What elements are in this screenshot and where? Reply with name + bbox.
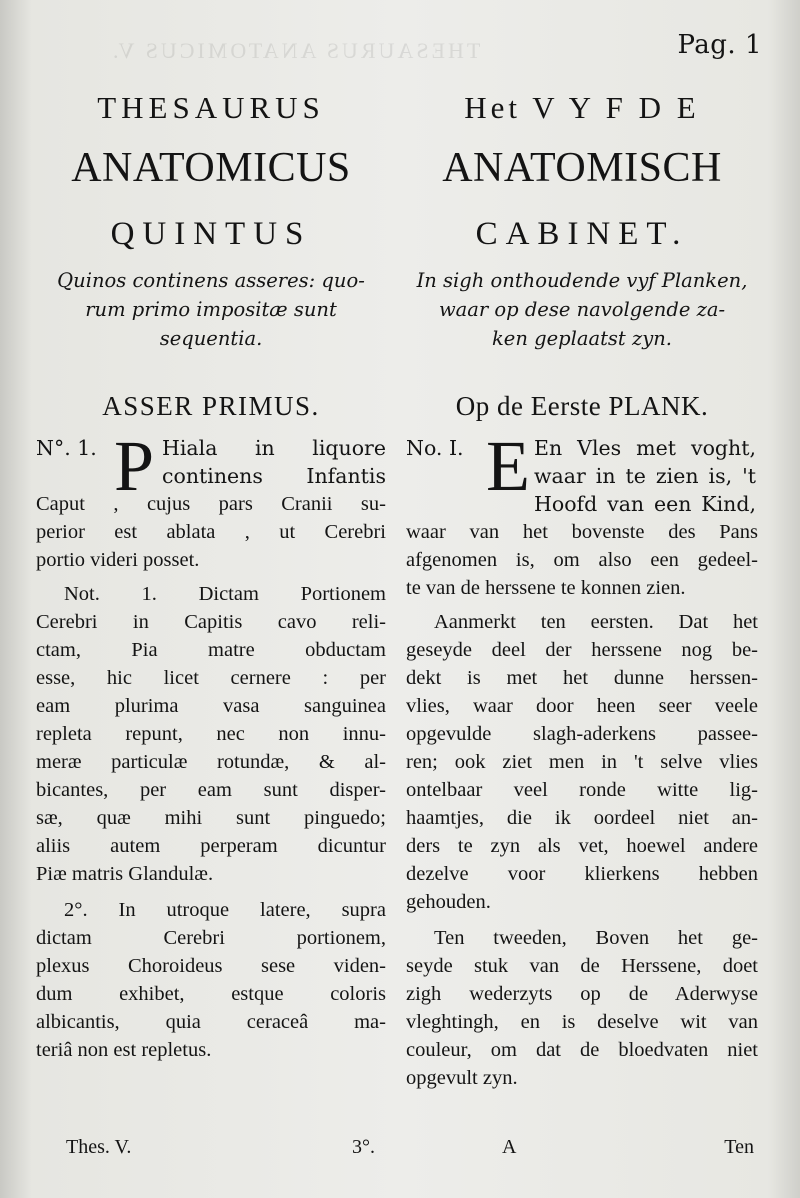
latin-subtitle-line: rum primo impositæ sunt	[85, 298, 337, 321]
text-line: 2°. In utroque latere, supra	[64, 899, 386, 921]
dutch-entry-number: No. I.	[406, 436, 464, 460]
text-line: ren; ook ziet men in 't selve vlies	[406, 751, 758, 773]
latin-section-heading: ASSER PRIMUS.	[102, 391, 320, 421]
footer-signature: Thes. V.	[66, 1136, 132, 1158]
text-line: ctam, Pia matre obductam	[36, 639, 386, 661]
dutch-drop-line: waar in te zien is, 't	[534, 464, 756, 488]
latin-title-line-1: THESAURUS	[97, 90, 325, 125]
latin-entry-number: N°. 1.	[36, 436, 97, 460]
text-line: ontelbaar veel ronde witte lig-	[406, 779, 758, 801]
text-line: dezelve voor klierkens hebben	[406, 863, 758, 885]
text-line: esse, hic licet cernere : per	[36, 667, 386, 689]
dutch-entry-opening	[406, 426, 758, 518]
text-line: afgenomen is, om also een gedeel-	[406, 549, 758, 571]
text-line: opgevult zyn.	[406, 1067, 518, 1089]
text-line: dum exhibet, estque coloris	[36, 983, 386, 1005]
text-line: vlies, waar door heen seer veele	[406, 695, 758, 717]
text-line: haamtjes, die ik oordeel niet an-	[406, 807, 758, 829]
dutch-title-line-2: ANATOMISCH	[442, 145, 722, 191]
dutch-subtitle-line: waar op dese navolgende za-	[438, 298, 726, 321]
text-line: gehouden.	[406, 891, 491, 913]
text-line: Aanmerkt ten eersten. Dat het	[434, 611, 758, 633]
text-line: plexus Choroideus sese viden-	[36, 955, 386, 977]
dutch-title-line-3: CABINET.	[475, 216, 689, 252]
dutch-drop-cap: E	[486, 426, 530, 506]
dutch-paragraph-1	[406, 518, 758, 602]
text-line: Cerebri in Capitis cavo reli-	[36, 611, 386, 633]
text-line: couleur, om dat de bloedvaten niet	[406, 1039, 758, 1061]
text-line: portio videri posset.	[36, 549, 200, 571]
footer-catchword-right: Ten	[724, 1136, 754, 1158]
latin-title-line-2: ANATOMICUS	[71, 145, 351, 191]
dutch-section-heading: Op de Eerste PLANK.	[455, 391, 709, 421]
text-line: zigh wederzyts op de Aderwyse	[406, 983, 758, 1005]
dutch-subtitle-line: ken geplaatst zyn.	[491, 327, 673, 350]
latin-entry-opening	[36, 426, 386, 518]
dutch-paragraph-3	[406, 924, 758, 1092]
dutch-column	[406, 82, 758, 1092]
text-line: Not. 1. Dictam Portionem	[64, 583, 386, 605]
dutch-subtitle	[406, 266, 758, 378]
text-line: sæ, quæ mihi sunt pinguedo;	[36, 807, 386, 829]
text-line: bicantes, per eam sunt disper-	[36, 779, 386, 801]
text-line: albicantis, quia ceraceâ ma-	[36, 1011, 386, 1033]
bleed-through-text: THESAURUS ANATOMICUS V.	[110, 38, 481, 63]
dutch-paragraph-2	[406, 608, 758, 916]
footer-catchword-left: 3°.	[352, 1136, 375, 1158]
text-line: Caput , cujus pars Cranii su-	[36, 493, 386, 515]
text-line: teriâ non est repletus.	[36, 1039, 212, 1061]
text-line: Ten tweeden, Boven het ge-	[434, 927, 758, 949]
latin-subtitle-line: sequentia.	[159, 327, 263, 350]
text-line: geseyde deel der herssene nog be-	[406, 639, 758, 661]
latin-drop-line: continens Infantis	[162, 464, 386, 488]
dutch-drop-line: En Vles met voght,	[534, 436, 756, 460]
text-line: opgevulde slagh-aderkens passee-	[406, 723, 758, 745]
text-line: seyde stuk van de Herssene, doet	[406, 955, 758, 977]
text-line: dekt is met het dunne herssen-	[406, 667, 758, 689]
latin-title-line-3: QUINTUS	[110, 216, 312, 252]
latin-subtitle	[36, 266, 386, 378]
latin-paragraph-3	[36, 896, 386, 1064]
text-line: vleghtingh, en is deselve wit van	[406, 1011, 758, 1033]
page-number: Pag. 1	[677, 30, 762, 60]
text-line: meræ particulæ rotundæ, & al-	[36, 751, 386, 773]
dutch-drop-line: Hoofd van een Kind,	[534, 492, 756, 516]
text-line: eam plurima vasa sanguinea	[36, 695, 386, 717]
dutch-title-line-1: Het V Y F D E	[464, 90, 700, 125]
text-line: perior est ablata , ut Cerebri	[36, 521, 386, 543]
dutch-subtitle-line: In sigh onthoudende vyf Planken,	[416, 269, 748, 292]
latin-column	[36, 82, 386, 1064]
text-line: waar van het bovenste des Pans	[406, 521, 758, 543]
text-line: repleta repunt, nec non innu-	[36, 723, 386, 745]
latin-drop-line: Hiala in liquore	[162, 436, 386, 460]
text-line: Piæ matris Glandulæ.	[36, 863, 214, 885]
text-line: te van de herssene te konnen zien.	[406, 577, 686, 599]
text-line: ders te zyn als vet, hoewel andere	[406, 835, 758, 857]
latin-paragraph-2	[36, 580, 386, 888]
latin-subtitle-line: Quinos continens asseres: quo-	[57, 269, 365, 292]
footer-gathering-mark: A	[502, 1136, 517, 1158]
latin-drop-cap: P	[114, 426, 155, 506]
text-line: dictam Cerebri portionem,	[36, 927, 386, 949]
text-line: aliis autem perperam dicuntur	[36, 835, 386, 857]
